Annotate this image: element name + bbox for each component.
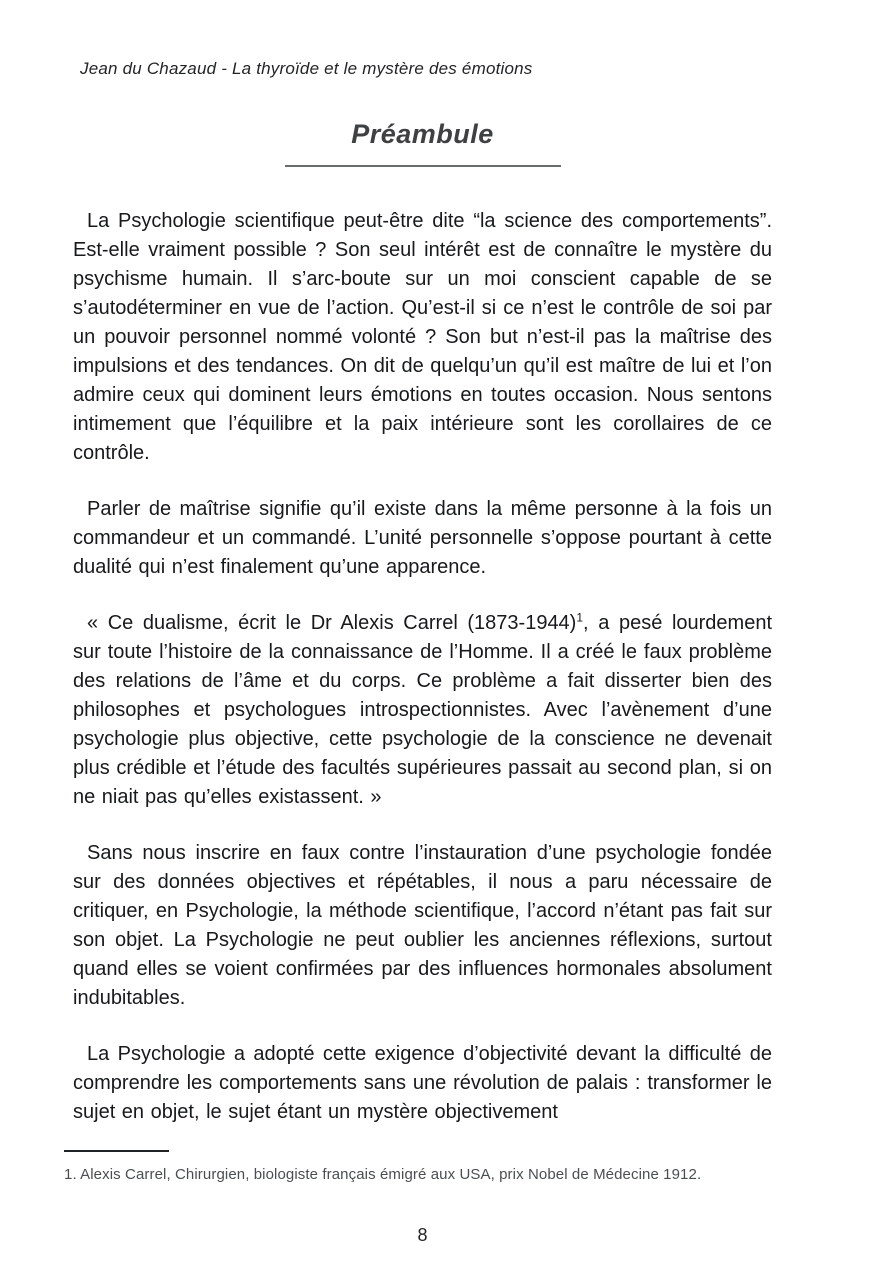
quote-text-after-ref: , a pesé lourdement sur toute l’histoire de la connaissance de l’Homme. Il a créé le faux problème des relations de l’âme et du corps. Ce problème a fait disserter bien des philosophes et psychologues introspectionnistes. Avec l’avènement d’une psychologie plus objective, cette psychologie de la conscience ne devenait plus crédible et l’étude des facultés supérieures passait au second plan, si on ne niait pas qu’elles existassent. » [73, 612, 773, 808]
quote-text-before-ref: « Ce dualisme, écrit le Dr Alexis Carrel (1873-1944) [87, 612, 577, 634]
paragraph-3-quote [73, 609, 772, 812]
paragraph-2: Parler de maîtrise signifie qu’il existe dans la même personne à la fois un commandeur et un commandé. L’unité personnelle s’oppose pourtant à cette dualité qui n’est finalement qu’une apparence. [73, 498, 772, 578]
paragraph-4: Sans nous inscrire en faux contre l’instauration d’une psychologie fondée sur des données objectives et répétables, il nous a paru nécessaire de critiquer, en Psychologie, la méthode scientifique, l’accord n’étant pas fait sur son objet. La Psychologie ne peut oublier les anciennes réflexions, surtout quand elles se voient confirmées par des influences hormonales absolument indubitables. [73, 842, 772, 1009]
running-header: Jean du Chazaud - La thyroïde et le mystère des émotions [80, 59, 533, 78]
title-rule [285, 165, 561, 167]
footnote: 1. Alexis Carrel, Chirurgien, biologiste français émigré aux USA, prix Nobel de Médecine 1912. [64, 1166, 702, 1183]
page-number: 8 [417, 1225, 428, 1245]
body-text [73, 207, 772, 1127]
footnote-separator-rule [64, 1150, 169, 1152]
chapter-title: Préambule [351, 119, 494, 149]
paragraph-5: La Psychologie a adopté cette exigence d’objectivité devant la difficulté de comprendre les comportements sans une révolution de palais : transformer le sujet en objet, le sujet étant un mystère objectivement [73, 1043, 772, 1123]
footnote-ref-marker: 1 [576, 610, 584, 625]
paragraph-1: La Psychologie scientifique peut-être dite “la science des comportements”. Est-elle vraiment possible ? Son seul intérêt est de connaître le mystère du psychisme humain. Il s’arc-boute sur un moi conscient capable de se s’autodéterminer en vue de l’action. Qu’est-il si ce n’est le contrôle de soi par un pouvoir personnel nommé volonté ? Son but n’est-il pas la maîtrise des impulsions et des tendances. On dit de quelqu’un qu’il est maître de lui et l’on admire ceux qui dominent leurs émotions en toutes occasion. Nous sentons intimement que l’équilibre et la paix intérieure sont les corollaires de ce contrôle. [73, 210, 772, 464]
